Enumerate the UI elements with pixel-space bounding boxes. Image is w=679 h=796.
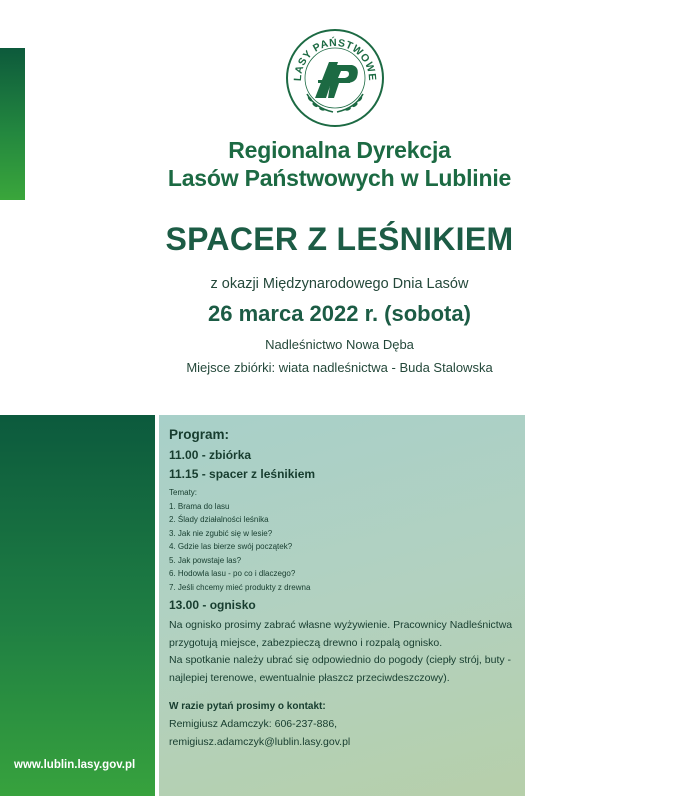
organization-name-line1: Regionalna Dyrekcja bbox=[228, 137, 451, 163]
left-green-panel bbox=[0, 415, 155, 796]
topic-item: 1. Brama do lasu bbox=[169, 501, 230, 511]
program-panel bbox=[159, 415, 525, 796]
clothing-info: Na spotkanie należy ubrać się odpowiednio do pogody (ciepły strój, buty - najlepiej terenowe, ewentualnie płaszcz przeciwdeszczowy). bbox=[169, 654, 512, 684]
topics-label: Tematy: bbox=[169, 488, 198, 497]
contact-heading: W razie pytań prosimy o kontakt: bbox=[169, 701, 326, 712]
contact-email[interactable]: remigiusz.adamczyk@lublin.lasy.gov.pl bbox=[169, 735, 351, 748]
program-item-bonfire: 13.00 - ognisko bbox=[169, 598, 256, 612]
topic-item: 7. Jeśli chcemy mieć produkty z drewna bbox=[169, 582, 311, 592]
topic-item: 4. Gdzie las bierze swój początek? bbox=[169, 542, 293, 551]
contact-phone: Remigiusz Adamczyk: 606-237-886, bbox=[169, 718, 338, 730]
event-date: 26 marca 2022 r. (sobota) bbox=[208, 301, 471, 326]
event-title: SPACER Z LEŚNIKIEM bbox=[165, 221, 514, 257]
topic-item: 3. Jak nie zgubić się w lesie? bbox=[169, 528, 273, 538]
topic-item: 5. Jak powstaje las? bbox=[169, 555, 242, 565]
event-occasion: z okazji Międzynarodowego Dnia Lasów bbox=[210, 276, 469, 292]
program-item-gathering: 11.00 - zbiórka bbox=[169, 448, 252, 462]
program-heading: Program: bbox=[169, 427, 230, 442]
bonfire-info: Na ognisko prosimy zabrać własne wyżywienie. Pracownicy Nadleśnictwa przygotują miejsce, zabezpieczą drewno i rozpalą ognisko. bbox=[169, 619, 513, 649]
topics-list bbox=[169, 500, 515, 595]
topic-item: 2. Ślady działalności leśnika bbox=[169, 515, 269, 524]
logo-text: LASY PAŃSTWOWE bbox=[291, 36, 379, 82]
forest-district: Nadleśnictwo Nowa Dęba bbox=[265, 337, 414, 352]
organization-name-line2: Lasów Państwowych w Lublinie bbox=[167, 165, 512, 191]
program-item-walk: 11.15 - spacer z leśnikiem bbox=[169, 467, 316, 481]
meeting-point: Miejsce zbiórki: wiata nadleśnictwa - Buda Stalowska bbox=[186, 360, 493, 375]
website-link[interactable]: www.lublin.lasy.gov.pl bbox=[14, 759, 136, 771]
lasy-panstwowe-logo bbox=[285, 28, 385, 128]
topic-item: 6. Hodowla lasu - po co i dlaczego? bbox=[169, 569, 296, 578]
